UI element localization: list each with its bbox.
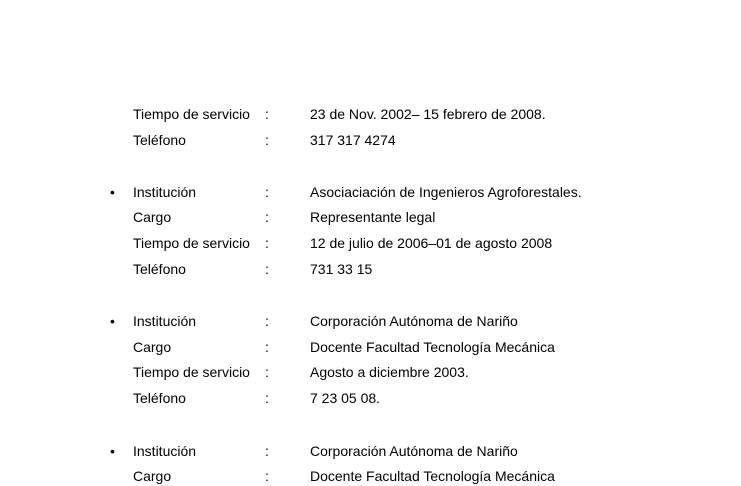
field-value: Agosto a diciembre 2003. xyxy=(310,364,469,380)
field-label: Tiempo de servicio xyxy=(133,364,250,380)
bullet-icon: • xyxy=(110,184,115,200)
field-label: Cargo xyxy=(133,468,172,484)
field-value: Corporación Autónoma de Nariño xyxy=(310,313,518,329)
field-value: Docente Facultad Tecnología Mecánica xyxy=(310,468,555,484)
field-separator: : xyxy=(265,390,269,406)
entry-row xyxy=(0,259,741,279)
entry-row xyxy=(0,182,741,202)
entry-row xyxy=(0,441,741,461)
field-label: Teléfono xyxy=(133,261,186,277)
field-value: 317 317 4274 xyxy=(310,132,396,148)
field-value: 731 33 15 xyxy=(310,261,373,277)
field-value: Corporación Autónoma de Nariño xyxy=(310,443,518,459)
field-label: Institución xyxy=(133,313,197,329)
entry-row xyxy=(0,233,741,253)
entry-row xyxy=(0,466,741,486)
entry-row xyxy=(0,337,741,357)
field-separator: : xyxy=(265,339,269,355)
field-label: Institución xyxy=(133,184,197,200)
field-value: 7 23 05 08. xyxy=(310,390,381,406)
field-separator: : xyxy=(265,132,269,148)
field-label: Cargo xyxy=(133,209,172,225)
field-separator: : xyxy=(265,364,269,380)
field-separator: : xyxy=(265,235,269,251)
bullet-icon: • xyxy=(110,313,115,329)
field-value: Docente Facultad Tecnología Mecánica xyxy=(310,339,555,355)
field-separator: : xyxy=(265,261,269,277)
field-label: Cargo xyxy=(133,339,172,355)
bullet-icon: • xyxy=(110,443,115,459)
entry-row xyxy=(0,130,741,150)
field-separator: : xyxy=(265,106,269,122)
field-separator: : xyxy=(265,468,269,484)
field-separator: : xyxy=(265,209,269,225)
field-label: Teléfono xyxy=(133,390,186,406)
entry-row xyxy=(0,207,741,227)
field-label: Tiempo de servicio xyxy=(133,106,250,122)
field-separator: : xyxy=(265,313,269,329)
entry-row xyxy=(0,104,741,124)
field-label: Tiempo de servicio xyxy=(133,235,250,251)
field-value: 23 de Nov. 2002– 15 febrero de 2008. xyxy=(310,106,546,122)
field-value: Representante legal xyxy=(310,209,436,225)
field-label: Teléfono xyxy=(133,132,186,148)
entry-row xyxy=(0,362,741,382)
field-value: Asociaciación de Ingenieros Agroforestales. xyxy=(310,184,582,200)
field-value: 12 de julio de 2006–01 de agosto 2008 xyxy=(310,235,553,251)
entry-row xyxy=(0,311,741,331)
field-separator: : xyxy=(265,443,269,459)
field-separator: : xyxy=(265,184,269,200)
field-label: Institución xyxy=(133,443,197,459)
entry-row xyxy=(0,388,741,408)
